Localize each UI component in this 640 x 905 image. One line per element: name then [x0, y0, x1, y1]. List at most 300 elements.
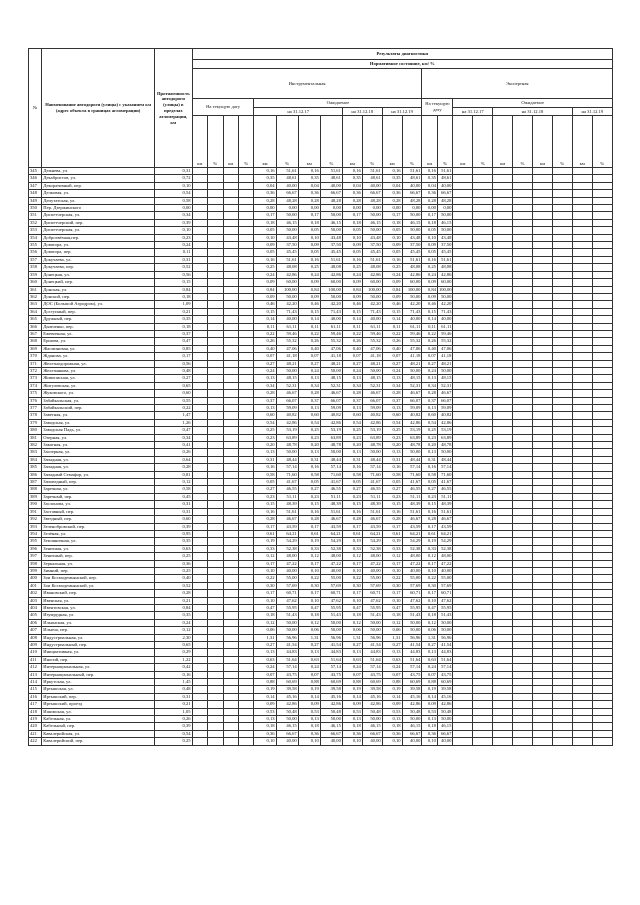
row-road-name: Заводская, ул.: [42, 419, 155, 426]
row-empty-cell: [513, 701, 533, 708]
row-empty-cell: [473, 545, 493, 552]
row-length: 0,48: [155, 367, 193, 374]
row-empty-cell: [223, 567, 238, 574]
row-road-name: Иркутская, ул.: [42, 679, 155, 686]
row-empty-cell: [552, 301, 572, 308]
row-value: 48,44: [437, 456, 452, 463]
row-empty-cell: [552, 264, 572, 271]
row-empty-cell: [532, 597, 552, 604]
row-value: 0,30: [254, 582, 276, 589]
row-value: 60,00: [402, 279, 422, 286]
row-value: 59,46: [402, 330, 422, 337]
row-value: 40,00: [276, 567, 298, 574]
row-empty-cell: [473, 508, 493, 515]
row-value: 46,15: [362, 723, 382, 730]
row-length: 1,47: [155, 412, 193, 419]
row-value: 48,28: [437, 197, 452, 204]
row-empty-cell: [572, 642, 592, 649]
row-empty-cell: [239, 493, 254, 500]
row-value: 0,13: [422, 375, 437, 382]
row-empty-cell: [473, 190, 493, 197]
table-row: [29, 442, 613, 449]
row-length: 0,40: [155, 575, 193, 582]
row-empty-cell: [453, 738, 473, 745]
row-road-name: Декоративный, пер.: [42, 182, 155, 189]
row-road-name: Озерная, ул.: [42, 434, 155, 441]
row-empty-cell: [223, 242, 238, 249]
row-value: 0,24: [298, 271, 320, 278]
row-value: 50,00: [437, 619, 452, 626]
row-value: 0,17: [342, 523, 362, 530]
row-empty-cell: [572, 516, 592, 523]
row-empty-cell: [223, 256, 238, 263]
row-index: 411: [29, 656, 42, 663]
row-empty-cell: [192, 730, 207, 737]
row-empty-cell: [493, 730, 513, 737]
row-value: 50,00: [276, 293, 298, 300]
row-value: 50,00: [437, 367, 452, 374]
row-road-name: Донецкий, пер.: [42, 279, 155, 286]
row-value: 51,61: [402, 168, 422, 175]
row-empty-cell: [208, 686, 223, 693]
row-empty-cell: [513, 456, 533, 463]
row-value: 46,15: [437, 219, 452, 226]
row-value: 0,40: [382, 345, 402, 352]
row-empty-cell: [239, 434, 254, 441]
row-value: 45,45: [362, 249, 382, 256]
row-value: 0,16: [254, 168, 276, 175]
row-empty-cell: [223, 227, 238, 234]
row-empty-cell: [532, 367, 552, 374]
table-row: [29, 360, 613, 367]
row-value: 60,69: [362, 679, 382, 686]
table-row: [29, 345, 613, 352]
row-value: 40,00: [320, 738, 342, 745]
row-empty-cell: [239, 679, 254, 686]
row-empty-cell: [192, 323, 207, 330]
row-empty-cell: [493, 582, 513, 589]
row-empty-cell: [513, 642, 533, 649]
row-road-name: Жданова, ул.: [42, 353, 155, 360]
row-empty-cell: [493, 560, 513, 567]
row-empty-cell: [552, 656, 572, 663]
row-empty-cell: [208, 664, 223, 671]
row-value: 0,35: [382, 175, 402, 182]
row-road-name: Зимний, пер.: [42, 567, 155, 574]
row-value: 0,14: [342, 316, 362, 323]
row-empty-cell: [592, 397, 612, 404]
row-length: 0,31: [155, 256, 193, 263]
row-empty-cell: [208, 390, 223, 397]
row-empty-cell: [239, 597, 254, 604]
row-value: 39,58: [362, 686, 382, 693]
row-empty-cell: [552, 197, 572, 204]
row-empty-cell: [513, 538, 533, 545]
header-unit-km: км: [254, 116, 276, 168]
row-value: 40,82: [320, 412, 342, 419]
row-value: 0,36: [342, 730, 362, 737]
row-index: 355: [29, 242, 42, 249]
row-empty-cell: [552, 405, 572, 412]
row-empty-cell: [572, 634, 592, 641]
row-empty-cell: [239, 501, 254, 508]
row-empty-cell: [552, 501, 572, 508]
row-index: 365: [29, 316, 42, 323]
row-value: 0,13: [298, 449, 320, 456]
row-value: 43,59: [437, 523, 452, 530]
row-index: 415: [29, 686, 42, 693]
row-empty-cell: [592, 212, 612, 219]
row-value: 0,24: [342, 664, 362, 671]
row-empty-cell: [572, 530, 592, 537]
row-value: 0,60: [422, 412, 437, 419]
row-empty-cell: [532, 649, 552, 656]
row-value: 0,10: [422, 567, 437, 574]
row-empty-cell: [552, 449, 572, 456]
row-value: 0,18: [342, 723, 362, 730]
row-value: 0,35: [422, 175, 437, 182]
row-value: 0,05: [422, 249, 437, 256]
row-empty-cell: [453, 634, 473, 641]
row-index: 402: [29, 590, 42, 597]
row-value: 45,16: [362, 693, 382, 700]
table-row: [29, 523, 613, 530]
row-index: 352: [29, 219, 42, 226]
row-empty-cell: [208, 190, 223, 197]
row-empty-cell: [513, 293, 533, 300]
row-value: 0,06: [254, 627, 276, 634]
row-empty-cell: [592, 190, 612, 197]
row-value: 42,20: [276, 301, 298, 308]
row-value: 66,67: [362, 730, 382, 737]
row-empty-cell: [223, 353, 238, 360]
row-empty-cell: [239, 360, 254, 367]
row-length: 0,18: [155, 323, 193, 330]
row-length: 0,26: [155, 449, 193, 456]
row-length: 0,22: [155, 405, 193, 412]
row-empty-cell: [513, 597, 533, 604]
row-value: 37,50: [320, 242, 342, 249]
row-empty-cell: [532, 590, 552, 597]
row-value: 0,04: [298, 182, 320, 189]
row-value: 43,75: [276, 671, 298, 678]
row-empty-cell: [192, 597, 207, 604]
row-empty-cell: [572, 582, 592, 589]
row-empty-cell: [208, 456, 223, 463]
row-value: 0,07: [254, 353, 276, 360]
row-empty-cell: [572, 723, 592, 730]
row-length: 0,54: [155, 190, 193, 197]
row-empty-cell: [223, 375, 238, 382]
row-value: 0,63: [422, 656, 437, 663]
row-empty-cell: [592, 701, 612, 708]
row-value: 1,31: [342, 634, 362, 641]
row-value: 0,05: [254, 479, 276, 486]
row-empty-cell: [473, 567, 493, 574]
row-empty-cell: [513, 716, 533, 723]
row-empty-cell: [532, 271, 552, 278]
row-empty-cell: [223, 671, 238, 678]
row-empty-cell: [592, 427, 612, 434]
row-empty-cell: [532, 301, 552, 308]
row-value: 0,09: [342, 279, 362, 286]
row-index: 397: [29, 553, 42, 560]
row-empty-cell: [592, 219, 612, 226]
row-empty-cell: [493, 360, 513, 367]
row-value: 0,10: [382, 234, 402, 241]
row-road-name: Ивановский, пер.: [42, 590, 155, 597]
row-index: 359: [29, 271, 42, 278]
row-empty-cell: [513, 367, 533, 374]
row-empty-cell: [493, 353, 513, 360]
row-empty-cell: [552, 375, 572, 382]
row-value: 0,26: [422, 338, 437, 345]
row-value: 50,00: [276, 619, 298, 626]
row-empty-cell: [552, 567, 572, 574]
row-value: 0,09: [254, 701, 276, 708]
row-value: 61,11: [276, 323, 298, 330]
row-empty-cell: [552, 345, 572, 352]
row-empty-cell: [592, 301, 612, 308]
row-empty-cell: [239, 412, 254, 419]
row-empty-cell: [239, 249, 254, 256]
row-empty-cell: [208, 619, 223, 626]
row-empty-cell: [223, 597, 238, 604]
row-value: 57,14: [362, 464, 382, 471]
row-empty-cell: [493, 190, 513, 197]
row-value: 57,14: [320, 464, 342, 471]
row-empty-cell: [223, 419, 238, 426]
row-empty-cell: [513, 434, 533, 441]
row-empty-cell: [473, 619, 493, 626]
row-road-name: Докучаева, ул.: [42, 256, 155, 263]
row-value: 48,00: [362, 553, 382, 560]
row-empty-cell: [493, 664, 513, 671]
row-value: 0,54: [298, 419, 320, 426]
row-road-name: Диспетчерская, ул.: [42, 212, 155, 219]
row-value: 55,95: [437, 604, 452, 611]
row-value: 0,10: [422, 597, 437, 604]
row-length: 0,47: [155, 338, 193, 345]
row-empty-cell: [493, 671, 513, 678]
row-value: 0,14: [422, 693, 437, 700]
row-value: 0,25: [342, 427, 362, 434]
row-road-name: Донской, пер.: [42, 293, 155, 300]
row-value: 0,31: [382, 456, 402, 463]
row-value: 0,28: [422, 197, 437, 204]
row-value: 0,05: [422, 227, 437, 234]
row-empty-cell: [552, 234, 572, 241]
row-value: 55,00: [402, 575, 422, 582]
row-empty-cell: [473, 679, 493, 686]
row-value: 0,18: [382, 612, 402, 619]
row-empty-cell: [453, 486, 473, 493]
row-empty-cell: [572, 205, 592, 212]
row-empty-cell: [473, 197, 493, 204]
row-value: 56,96: [402, 634, 422, 641]
row-value: 0,28: [342, 197, 362, 204]
header-unit-km: км: [422, 116, 437, 168]
row-value: 0,16: [422, 464, 437, 471]
row-value: 100,00: [438, 286, 452, 292]
row-length: 0,28: [155, 464, 193, 471]
row-empty-cell: [572, 664, 592, 671]
row-value: 0,53: [298, 708, 320, 715]
row-value: 0,35: [298, 175, 320, 182]
row-value: 0,24: [422, 664, 437, 671]
row-empty-cell: [223, 590, 238, 597]
row-value: 47,62: [320, 597, 342, 604]
row-empty-cell: [473, 360, 493, 367]
row-value: 64,21: [402, 530, 422, 537]
row-value: 0,40: [298, 345, 320, 352]
row-index: 354: [29, 234, 42, 241]
row-empty-cell: [239, 456, 254, 463]
row-value: 48,15: [276, 375, 298, 382]
row-value: 46,67: [437, 390, 452, 397]
row-empty-cell: [552, 545, 572, 552]
row-length: 0,60: [155, 516, 193, 523]
row-value: 51,61: [402, 256, 422, 263]
row-length: 0,95: [155, 530, 193, 537]
row-empty-cell: [473, 308, 493, 315]
row-empty-cell: [552, 271, 572, 278]
row-value: 57,14: [362, 664, 382, 671]
row-value: 40,00: [402, 738, 422, 745]
row-empty-cell: [473, 375, 493, 382]
row-empty-cell: [453, 619, 473, 626]
row-value: 48,78: [362, 442, 382, 449]
row-empty-cell: [453, 501, 473, 508]
row-empty-cell: [223, 530, 238, 537]
row-empty-cell: [453, 516, 473, 523]
row-empty-cell: [493, 575, 513, 582]
row-value: 0,00: [254, 205, 276, 212]
row-value: 0,22: [382, 330, 402, 337]
row-index: 364: [29, 308, 42, 315]
row-road-name: Железнякова, ул.: [42, 367, 155, 374]
row-empty-cell: [192, 286, 207, 293]
row-empty-cell: [208, 219, 223, 226]
row-value: 60,69: [437, 679, 452, 686]
table-row: [29, 419, 613, 426]
row-empty-cell: [192, 582, 207, 589]
row-value: 50,00: [362, 627, 382, 634]
row-empty-cell: [239, 486, 254, 493]
row-empty-cell: [513, 508, 533, 515]
table-row: [29, 664, 613, 671]
row-value: 51,61: [362, 508, 382, 515]
row-value: 0,27: [254, 360, 276, 367]
row-value: 50,00: [362, 212, 382, 219]
row-value: 42,20: [437, 301, 452, 308]
row-road-name: Ершова, ул.: [42, 338, 155, 345]
row-value: 0,13: [254, 405, 276, 412]
table-row: [29, 627, 613, 634]
row-empty-cell: [572, 471, 592, 478]
row-empty-cell: [239, 375, 254, 382]
row-empty-cell: [572, 367, 592, 374]
row-value: 51,11: [402, 493, 422, 500]
row-empty-cell: [493, 330, 513, 337]
table-row: [29, 330, 613, 337]
row-empty-cell: [513, 205, 533, 212]
row-empty-cell: [473, 501, 493, 508]
row-value: 46,67: [320, 390, 342, 397]
row-value: 0,27: [422, 642, 437, 649]
row-empty-cell: [473, 656, 493, 663]
row-value: 51,61: [276, 168, 298, 175]
row-value: 41,54: [276, 642, 298, 649]
row-value: 0,15: [342, 501, 362, 508]
row-empty-cell: [493, 686, 513, 693]
row-empty-cell: [239, 708, 254, 715]
row-empty-cell: [223, 279, 238, 286]
row-empty-cell: [552, 597, 572, 604]
row-length: 0,24: [155, 242, 193, 249]
row-value: 0,09: [254, 293, 276, 300]
row-empty-cell: [513, 271, 533, 278]
row-empty-cell: [453, 553, 473, 560]
row-value: 0,40: [422, 345, 437, 352]
row-value: 60,71: [276, 590, 298, 597]
row-empty-cell: [592, 523, 612, 530]
row-empty-cell: [592, 286, 612, 293]
row-value: 53,19: [437, 427, 452, 434]
row-value: 0,16: [298, 168, 320, 175]
row-value: 0,58: [298, 471, 320, 478]
row-empty-cell: [552, 338, 572, 345]
row-empty-cell: [453, 227, 473, 234]
row-value: 0,10: [382, 567, 402, 574]
row-value: 66,07: [320, 397, 342, 404]
row-value: 0,12: [422, 553, 437, 560]
row-empty-cell: [473, 575, 493, 582]
row-empty-cell: [592, 382, 612, 389]
row-empty-cell: [239, 516, 254, 523]
row-value: 0,14: [342, 693, 362, 700]
row-length: 0,60: [155, 390, 193, 397]
row-road-name: Забайкальский, пер.: [42, 405, 155, 412]
row-empty-cell: [532, 293, 552, 300]
header-unit-km: км: [532, 116, 552, 168]
row-value: 0,07: [254, 671, 276, 678]
row-value: 42,20: [320, 301, 342, 308]
row-empty-cell: [532, 419, 552, 426]
header-unit-km: км: [342, 116, 362, 168]
row-empty-cell: [239, 649, 254, 656]
row-empty-cell: [572, 456, 592, 463]
row-value: 55,32: [276, 338, 298, 345]
row-empty-cell: [223, 234, 238, 241]
header-length: Протяженность автодороги (улицы) в пределах агломерации, км: [155, 49, 193, 168]
row-empty-cell: [532, 190, 552, 197]
header-normative: Нормативное состояние, км/ %: [192, 60, 612, 69]
row-empty-cell: [223, 212, 238, 219]
row-value: 60,69: [402, 679, 422, 686]
row-value: 0,16: [422, 508, 437, 515]
row-empty-cell: [208, 634, 223, 641]
row-value: 0,37: [382, 397, 402, 404]
row-empty-cell: [223, 708, 238, 715]
row-empty-cell: [239, 634, 254, 641]
row-empty-cell: [208, 427, 223, 434]
row-empty-cell: [592, 545, 612, 552]
row-value: 0,16: [342, 508, 362, 515]
row-empty-cell: [223, 286, 238, 293]
row-empty-cell: [532, 686, 552, 693]
row-empty-cell: [592, 575, 612, 582]
